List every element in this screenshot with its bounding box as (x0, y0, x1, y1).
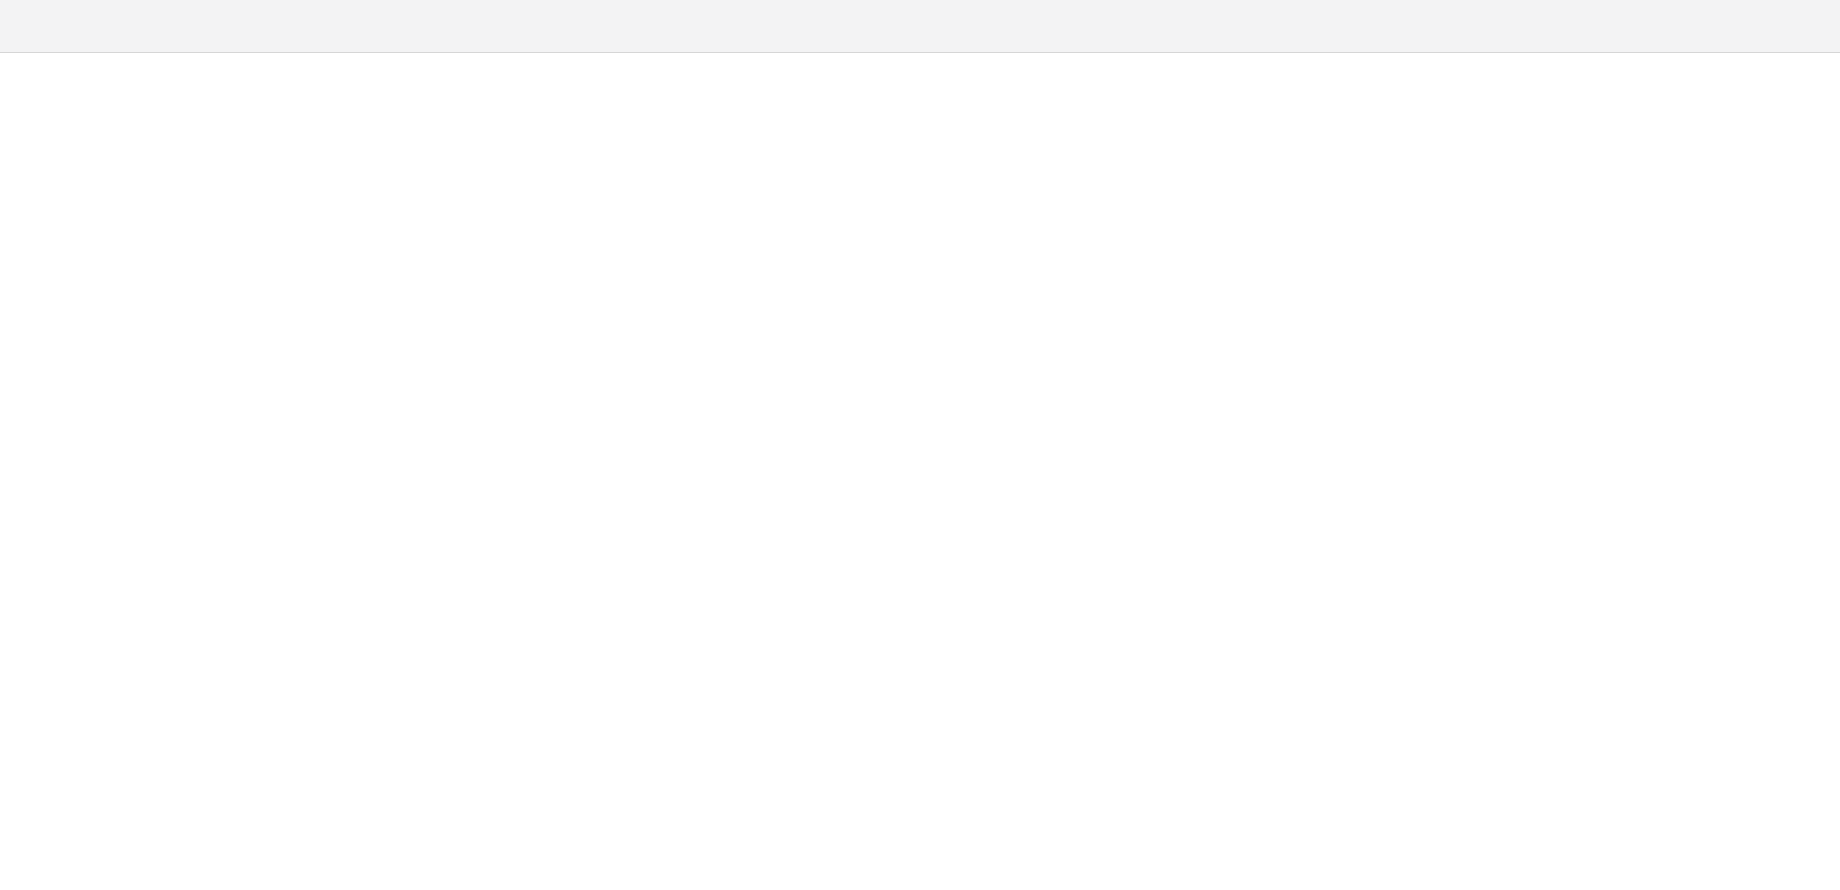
column-header-bar (0, 0, 1840, 53)
spreadsheet-grid[interactable] (0, 53, 1840, 890)
